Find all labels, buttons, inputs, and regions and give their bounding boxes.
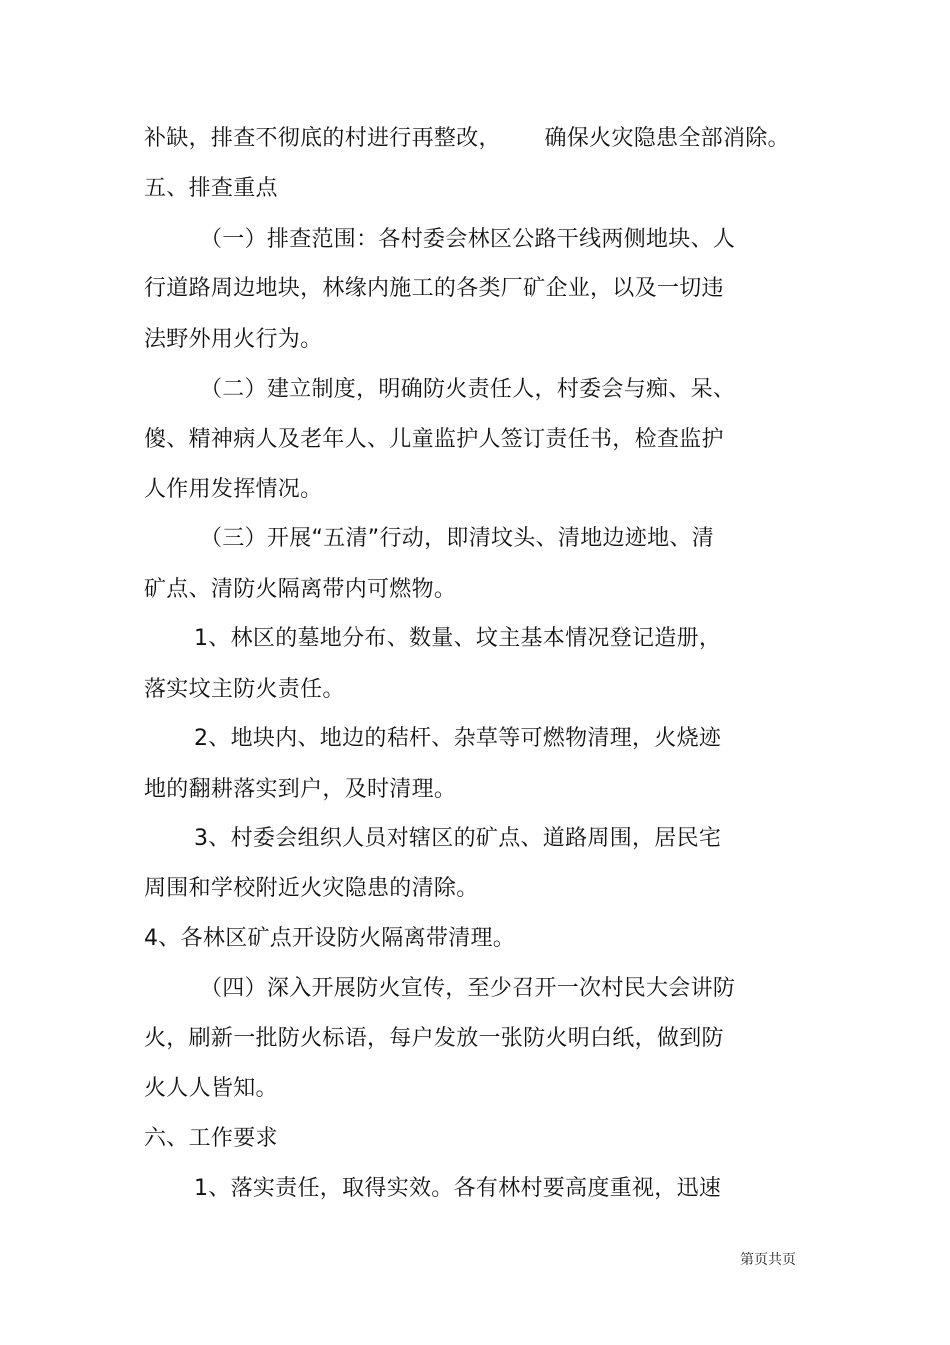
text-line: 火人人皆知。: [144, 1076, 278, 1101]
section-heading: 五、排查重点: [144, 176, 278, 201]
text-line: 落实坟主防火责任。: [144, 677, 345, 702]
text-line: （一）排查范围：各村委会林区公路干线两侧地块、人: [200, 227, 736, 252]
text-line: （二）建立制度，明确防火责任人，村委会与痴、呆、: [200, 377, 736, 402]
text-line: 傻、精神病人及老年人、儿童监护人签订责任书，检查监护: [144, 427, 724, 452]
text-line: 2、地块内、地边的秸杆、杂草等可燃物清理，火烧迹: [194, 726, 722, 751]
text-line: 法野外用火行为。: [144, 327, 323, 352]
text-line: 补缺，排查不彻底的村进行再整改， 确保火灾隐患全部消除。: [144, 126, 790, 151]
text-line: 矿点、清防火隔离带内可燃物。: [144, 577, 457, 602]
text-line: 火，刷新一批防火标语，每户发放一张防火明白纸，做到防: [144, 1026, 724, 1051]
text-line: 4、各林区矿点开设防火隔离带清理。: [144, 926, 516, 951]
section-heading: 六、工作要求: [144, 1126, 278, 1151]
text-line: （四）深入开展防火宣传，至少召开一次村民大会讲防: [200, 976, 736, 1001]
page-footer: 第页共页: [740, 1252, 796, 1268]
text-line: 人作用发挥情况。: [144, 477, 323, 502]
text-line: 1、林区的墓地分布、数量、坟主基本情况登记造册，: [194, 626, 722, 651]
text-line: 1、落实责任，取得实效。各有林村要高度重视，迅速: [194, 1176, 722, 1201]
text-line: 行道路周边地块，林缘内施工的各类厂矿企业，以及一切违: [144, 276, 724, 301]
text-line: 地的翻耕落实到户，及时清理。: [144, 777, 457, 802]
text-line: （三）开展“五清”行动，即清坟头、清地边迹地、清: [200, 526, 714, 551]
text-line: 3、村委会组织人员对辖区的矿点、道路周围，居民宅: [194, 826, 722, 851]
text-line: 周围和学校附近火灾隐患的清除。: [144, 876, 479, 901]
